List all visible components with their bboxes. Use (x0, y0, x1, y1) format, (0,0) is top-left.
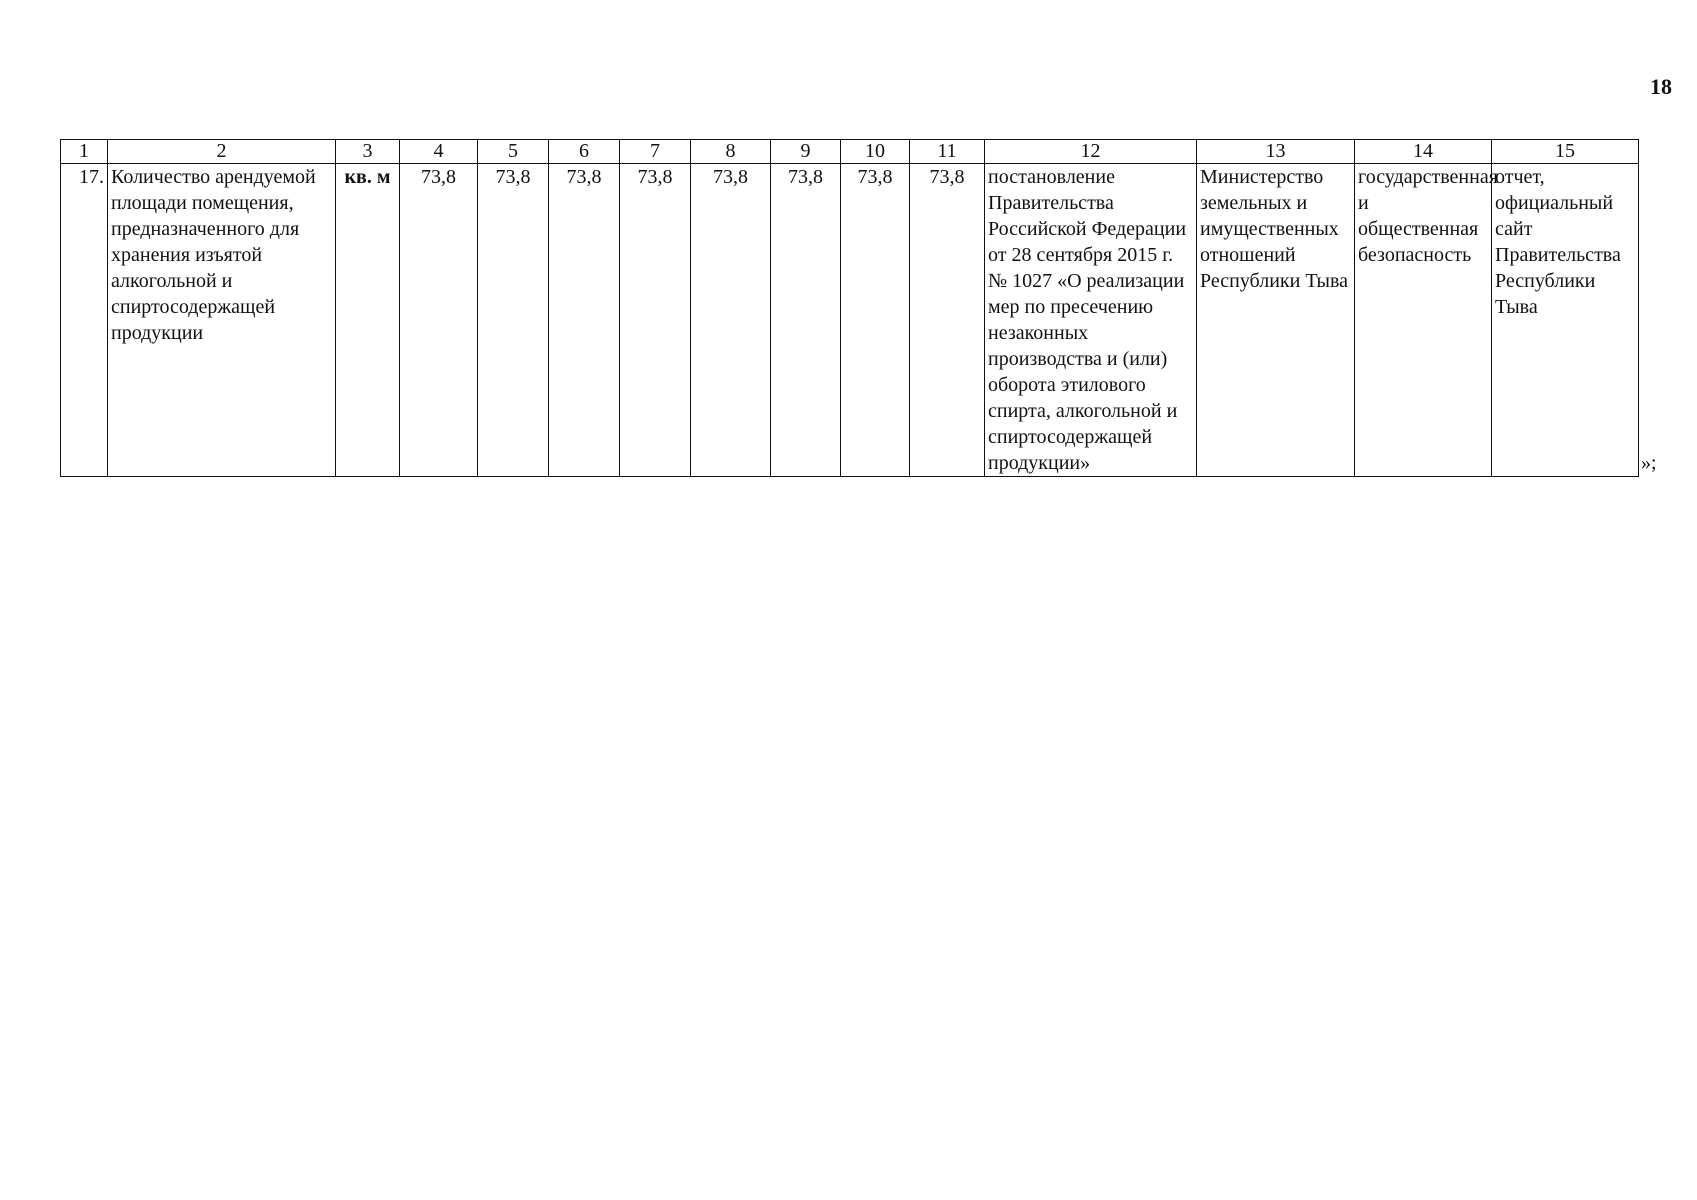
column-header: 10 (841, 140, 910, 164)
value-cell: 73,8 (620, 164, 691, 477)
column-header: 12 (985, 140, 1197, 164)
column-header: 13 (1197, 140, 1355, 164)
column-header: 15 (1492, 140, 1639, 164)
legal-basis-cell: постановление Правительства Российской Федерации от 28 сентября 2015 г. № 1027 «О реализации мер по пресечению незаконных производства и (или) оборота этилового спирта, алкогольной и спиртосодержащей продукции» (985, 164, 1197, 477)
source-cell: отчет, официальный сайт Правительства Республики Тыва (1492, 164, 1639, 477)
column-header: 4 (400, 140, 478, 164)
value-cell: 73,8 (841, 164, 910, 477)
value-cell: 73,8 (691, 164, 771, 477)
indicators-table (60, 139, 1639, 477)
column-header: 7 (620, 140, 691, 164)
unit-cell: кв. м (336, 164, 400, 477)
column-header: 6 (549, 140, 620, 164)
page-number: 18 (1650, 74, 1672, 99)
responsible-cell: Министерство земельных и имущественных отношений Республики Тыва (1197, 164, 1355, 477)
column-header: 1 (61, 140, 108, 164)
column-header: 9 (771, 140, 841, 164)
indicator-name: Количество арендуемой площади помещения, предназначенного для хранения изъятой алкогольной и спиртосодержащей продукции (108, 164, 336, 477)
column-header: 11 (910, 140, 985, 164)
column-header: 5 (478, 140, 549, 164)
value-cell: 73,8 (400, 164, 478, 477)
table-header-row (61, 140, 1639, 164)
value-cell: 73,8 (771, 164, 841, 477)
value-cell: 73,8 (478, 164, 549, 477)
column-header: 14 (1355, 140, 1492, 164)
value-cell: 73,8 (549, 164, 620, 477)
column-header: 3 (336, 140, 400, 164)
program-cell: государственная и общественная безопасность (1355, 164, 1492, 477)
table-row (61, 164, 1639, 477)
row-number: 17. (61, 164, 108, 477)
value-cell: 73,8 (910, 164, 985, 477)
column-header: 2 (108, 140, 336, 164)
column-header: 8 (691, 140, 771, 164)
closing-quote-mark: »; (1641, 452, 1657, 474)
